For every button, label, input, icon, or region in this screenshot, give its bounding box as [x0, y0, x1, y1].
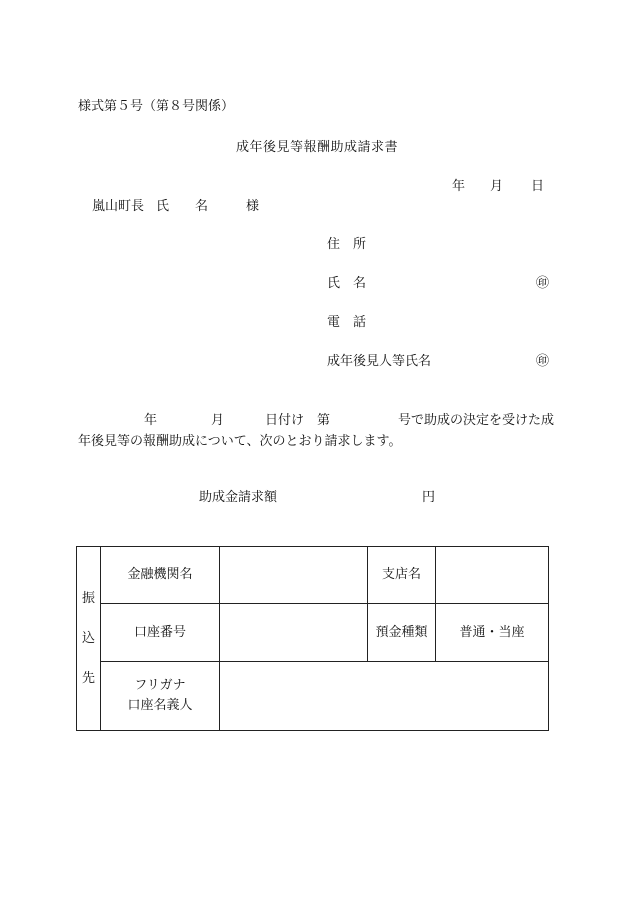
body-number-prefix: 第	[317, 413, 331, 428]
request-amount-label: 助成金請求額	[199, 490, 278, 505]
deposit-type-value[interactable]: 普通・当座	[436, 604, 549, 662]
date-month-label: 月	[490, 179, 504, 194]
document-title: 成年後見等報酬助成請求書	[236, 140, 399, 155]
furigana-label: フリガナ	[134, 678, 186, 693]
bank-name-field[interactable]	[220, 547, 368, 604]
branch-name-field[interactable]	[436, 547, 549, 604]
deposit-type-label: 預金種類	[368, 604, 436, 662]
branch-name-label: 支店名	[368, 547, 436, 604]
body-month: 月	[211, 413, 225, 428]
name-label: 氏 名	[327, 276, 367, 291]
account-holder-label	[101, 662, 220, 731]
addressee-mei: 名	[195, 199, 209, 214]
address-label: 住 所	[327, 237, 367, 252]
body-dated: 日付け	[265, 413, 305, 428]
vertical-char-3: 先	[81, 670, 95, 686]
bank-name-label: 金融機関名	[101, 547, 220, 604]
account-number-field[interactable]	[220, 604, 368, 662]
guardian-seal-mark-icon: ㊞	[536, 354, 550, 369]
body-line1-rest: 号で助成の決定を受けた成	[398, 413, 555, 428]
date-day-label: 日	[531, 179, 545, 194]
account-holder-field[interactable]	[220, 662, 549, 731]
addressee-town: 嵐山町長	[92, 199, 145, 214]
transfer-destination-header	[77, 547, 101, 731]
form-number: 様式第５号（第８号関係）	[78, 99, 235, 114]
addressee	[92, 199, 259, 215]
body-year: 年	[144, 413, 158, 428]
phone-label: 電 話	[327, 315, 367, 330]
account-number-label: 口座番号	[101, 604, 220, 662]
vertical-char-1: 振	[81, 590, 95, 606]
guardian-name-label: 成年後見人等氏名	[327, 354, 432, 369]
date-year-label: 年	[452, 179, 466, 194]
bank-transfer-table	[76, 546, 549, 731]
addressee-shi: 氏	[156, 199, 170, 214]
vertical-char-2: 込	[81, 630, 95, 646]
body-line2: 年後見等の報酬助成について、次のとおり請求します。	[78, 434, 402, 449]
request-amount-unit: 円	[422, 490, 436, 505]
holder-label: 口座名義人	[127, 698, 193, 713]
addressee-sama: 様	[246, 199, 260, 214]
seal-mark-icon: ㊞	[536, 276, 550, 291]
